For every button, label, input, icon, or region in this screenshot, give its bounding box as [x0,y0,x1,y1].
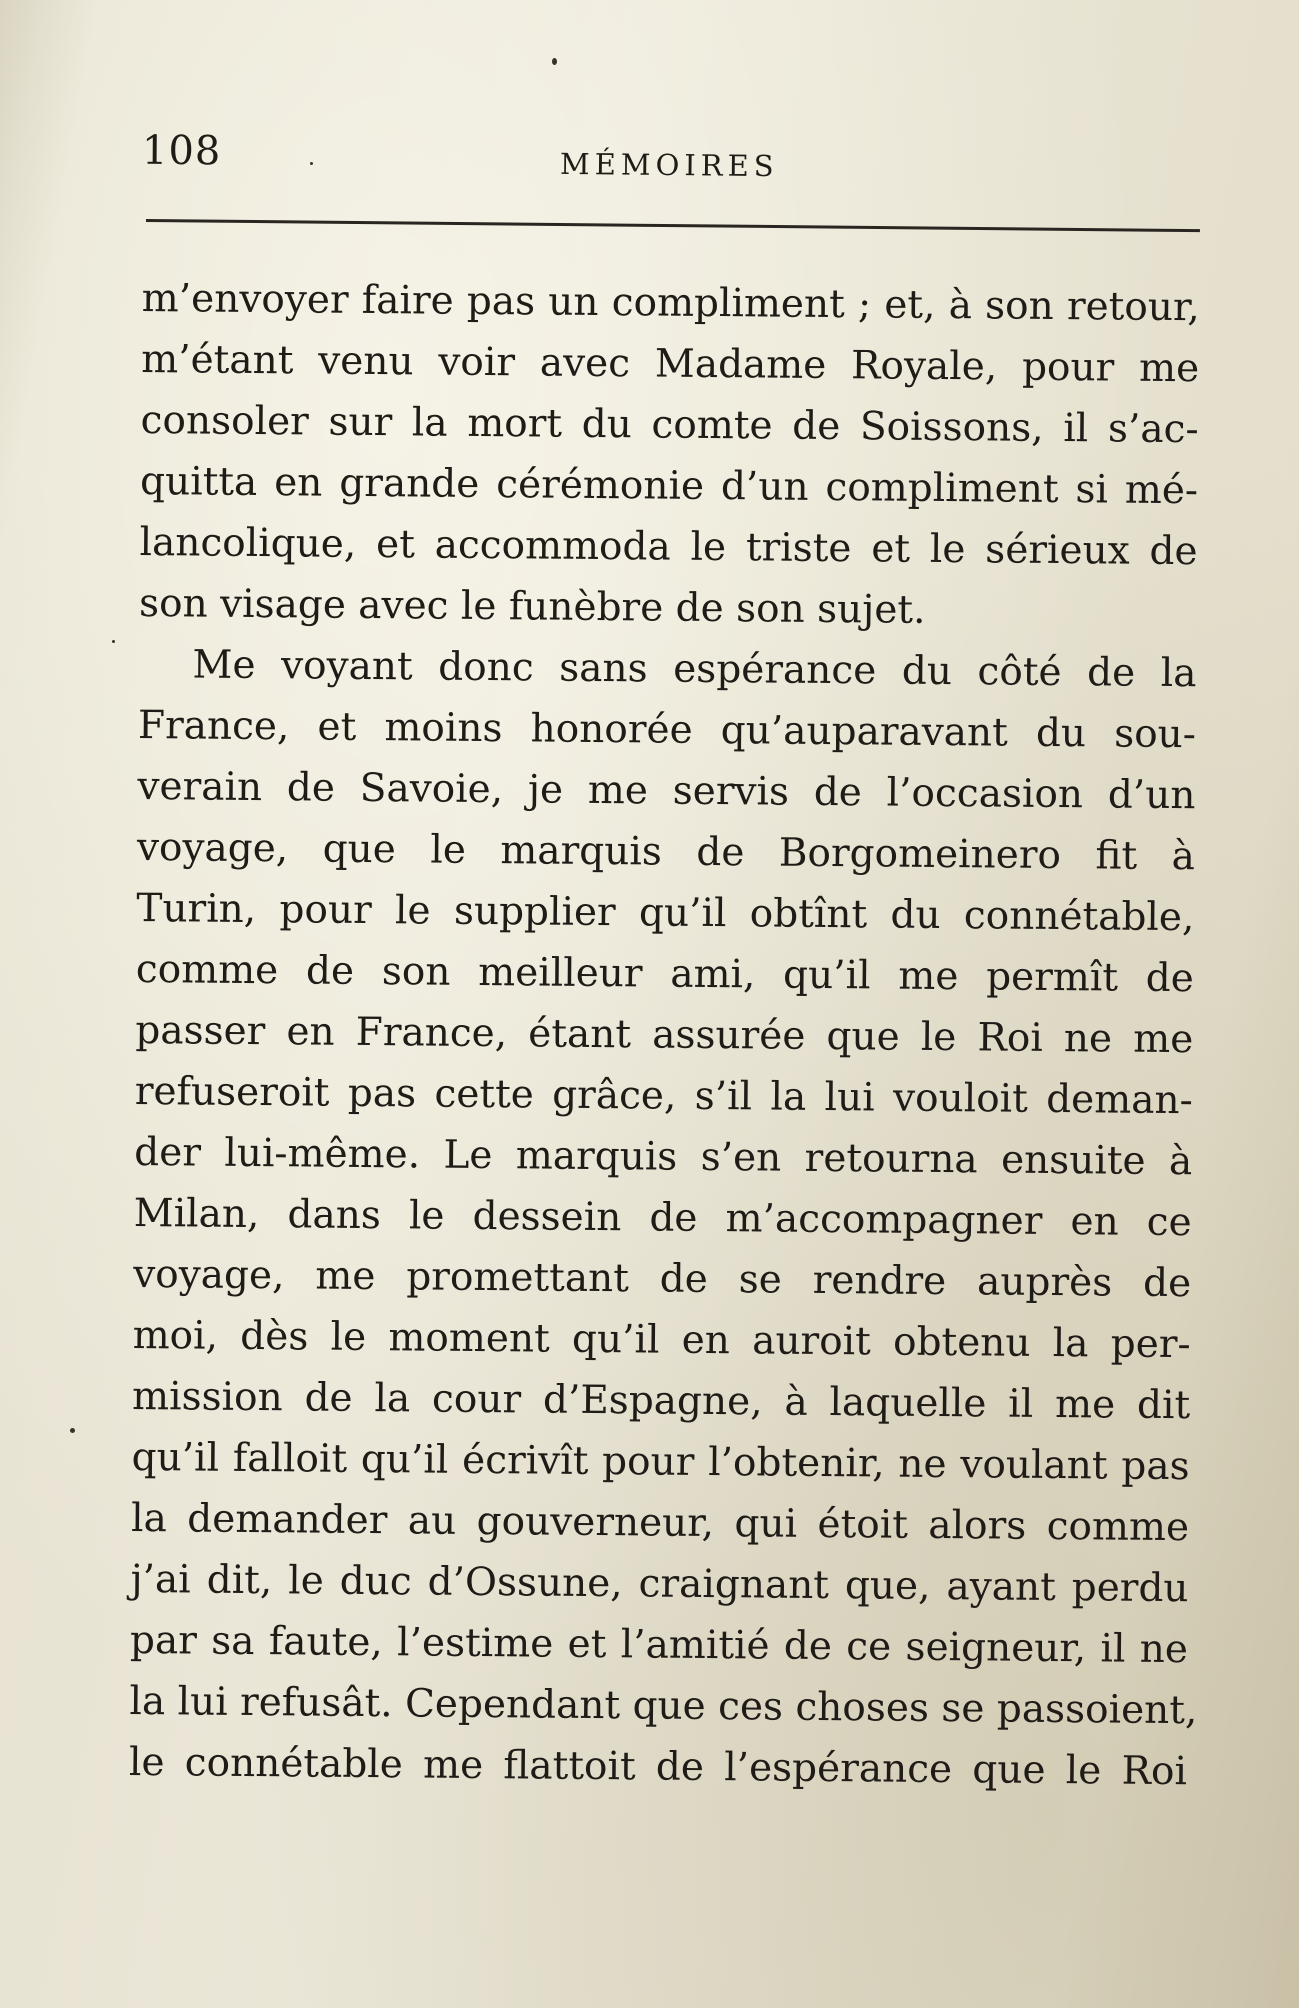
text-line: voyage, que le marquis de Borgomeinero fit à [136,824,1196,880]
text-line: France, et moins honorée qu’auparavant du sou- [137,702,1197,758]
text-line: Milan, dans le dessein de m’accompagner en ce [133,1190,1192,1246]
text-line: son visage avec le funèbre de son sujet. [138,580,926,633]
ink-speck [310,162,313,165]
text-line: quitta en grande cérémonie d’un compliment si mé- [139,458,1199,514]
text-line: voyage, me promettant de se rendre auprès de [133,1251,1192,1307]
text-line: verain de Savoie, je me servis de l’occasion d’un [137,763,1196,819]
text-line: m’envoyer faire pas un compliment ; et, à son retour, [141,275,1200,331]
text-line: le connétable me flattoit de l’espérance que le Roi [128,1739,1188,1795]
text-line: j’ai dit, le duc d’Ossune, craignant que, ayant perdu [130,1556,1189,1612]
text-line: qu’il falloit qu’il écrivît pour l’obtenir, ne voulant pas [131,1434,1190,1490]
page-number: 108 [141,127,222,175]
ink-speck [112,640,115,643]
text-line: consoler sur la mort du comte de Soissons, il s’ac- [140,397,1199,453]
text-line: moi, dès le moment qu’il en auroit obtenu la per- [132,1312,1191,1368]
text-line: Turin, pour le supplier qu’il obtînt du connétable, [136,885,1195,941]
text-line: la demander au gouverneur, qui étoit alors comme [130,1495,1190,1551]
text-line: m’étant venu voir avec Madame Royale, pour me [141,336,1200,392]
text-line: refuseroit pas cette grâce, s’il la lui vouloit deman- [134,1068,1193,1124]
text-line: Me voyant donc sans espérance du côté de la [192,642,1197,697]
text-line: comme de son meilleur ami, qu’il me permît de [135,946,1195,1002]
text-line: lancolique, et accommoda le triste et le sérieux de [139,519,1198,575]
ink-speck [552,58,557,65]
text-line: mission de la cour d’Espagne, à laquelle il me dit [131,1373,1191,1429]
text-line: la lui refusât. Cependant que ces choses se passoient, [129,1678,1198,1734]
text-line: par sa faute, l’estime et l’amitié de ce seigneur, il ne [129,1617,1189,1673]
ink-speck [70,1428,75,1433]
text-line: passer en France, étant assurée que le Roi ne me [135,1007,1194,1063]
text-line: der lui-même. Le marquis s’en retourna ensuite à [134,1129,1193,1185]
running-title: MÉMOIRES [559,146,779,184]
header-rule [146,219,1200,232]
body-text [129,268,1200,1802]
